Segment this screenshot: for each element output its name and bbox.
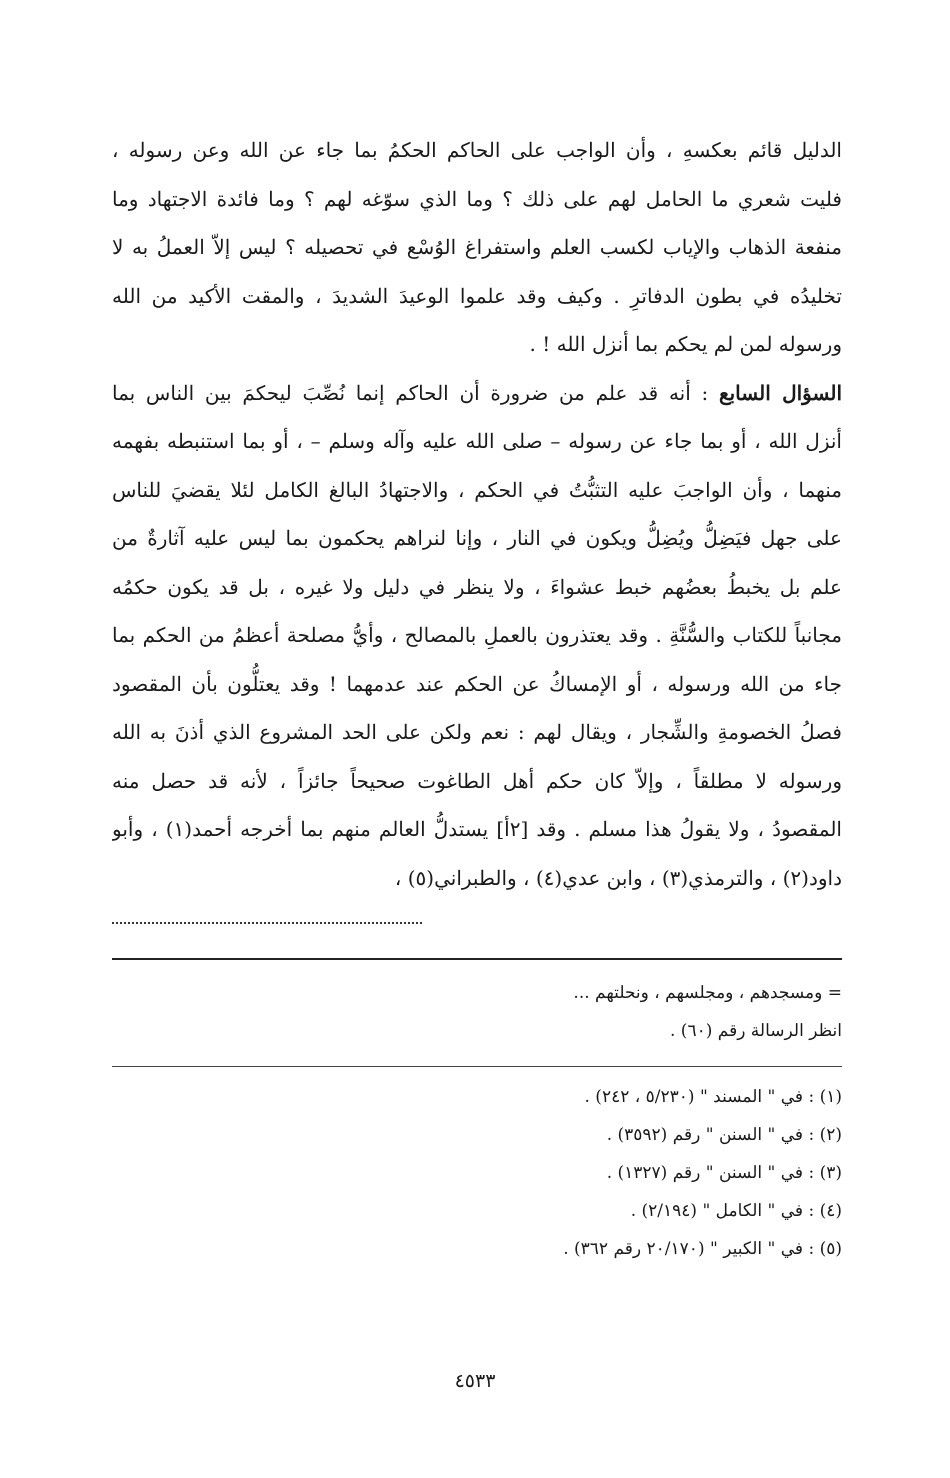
footnote: (٢) : في " السنن " رقم (٣٥٩٢) .: [606, 1125, 842, 1145]
dotted-leader: [112, 902, 422, 924]
text-line: منهما ، وأن الواجبَ عليه التثبُّتُ في الحكم ، والاجتهادُ البالغ الكامل لئلا يقضيَ للناس: [112, 477, 842, 502]
question-seven-heading: السؤال السابع: [718, 380, 842, 405]
footnote-continuation-line: انظر الرسالة رقم (٦٠) .: [670, 1021, 842, 1041]
text-line: فليت شعري ما الحامل لهم على ذلك ؟ وما الذي سوّغه لهم ؟ وما فائدة الاجتهاد وما: [112, 186, 842, 211]
text-line: ورسوله لا مطلقاً ، وإلاّ كان حكم أهل الطاغوت صحيحاً جائزاً ، لأنه قد حصل منه: [112, 768, 842, 793]
footnote: (٣) : في " السنن " رقم (١٣٢٧) .: [606, 1163, 842, 1183]
footnotes: [112, 1078, 842, 1268]
text-line: منفعة الذهاب والإياب لكسب العلم واستفراغ الوُسْع في تحصيله ؟ ليس إلاّ العملُ به لا: [112, 235, 842, 259]
footnote: (١) : في " المسند " (٥/٢٣٠ ، ٢٤٢) .: [584, 1087, 842, 1107]
footnote-continuation-line: = ومسجدهم ، ومجلسهم ، ونحلتهم ...: [573, 983, 842, 1003]
footnote: (٤) : في " الكامل " (٢/١٩٤) .: [630, 1201, 842, 1221]
text-line: ورسوله لمن لم يحكم بما أنزل الله ! .: [529, 332, 842, 356]
text-line: الدليل قائم بعكسهِ ، وأن الواجب على الحاكم الحكمُ بما جاء عن الله وعن رسوله ،: [112, 138, 842, 162]
question-seven-line: [112, 369, 842, 418]
footnote: (٥) : في " الكبير " (٢٠/١٧٠ رقم ٣٦٢) .: [563, 1239, 842, 1259]
footnote-separator: [112, 958, 842, 960]
text-line: تخليدُه في بطون الدفاترِ . وكيف وقد علموا الوعيدَ الشديدَ ، والمقت الأكيد من الله: [112, 283, 842, 308]
text-line: المقصودُ ، ولا يقولُ هذا مسلم . وقد [٢أ] يستدلُّ العالم منهم بما أخرجه أحمد(١) ، وأبو: [112, 817, 842, 841]
page-number: ٤٥٣٣: [454, 1370, 496, 1392]
text-line: أنزل الله ، أو بما جاء عن رسوله – صلى الله عليه وآله وسلم – ، أو بما استنبطه بفهمه: [112, 429, 842, 453]
question-seven-text: : أنه قد علم من ضرورة أن الحاكم إنما نُصِّبَ ليحكمَ بين الناس بما: [112, 380, 719, 405]
text-line: داود(٢) ، والترمذي(٣) ، وابن عدي(٤) ، والطبراني(٥) ،: [394, 865, 842, 890]
main-text: [112, 126, 842, 902]
footnote-rule: [112, 1066, 842, 1067]
text-line: علم بل يخبطُ بعضُهم خبط عشواءَ ، ولا ينظر في دليل ولا غيره ، بل قد يكون حكمُه: [112, 574, 842, 599]
text-line: جاء من الله ورسوله ، أو الإمساكُ عن الحكم عند عدمهما ! وقد يعتلُّون بأن المقصود: [112, 671, 842, 696]
text-line: على جهل فيَضِلُّ ويُضِلُّ ويكون في النار ، وإنا لنراهم يحكمون بما ليس عليه آثارةٌ من: [112, 526, 842, 550]
text-line: فصلُ الخصومةِ والشِّجار ، ويقال لهم : نعم ولكن على الحد المشروع الذي أذنَ به الله: [112, 720, 842, 744]
footnote-continuation: [112, 974, 842, 1050]
text-line: مجانباً للكتاب والسُّنَّةِ . وقد يعتذرون بالعملِ بالمصالح ، وأيُّ مصلحة أعظمُ من الحكم بما: [112, 623, 842, 647]
